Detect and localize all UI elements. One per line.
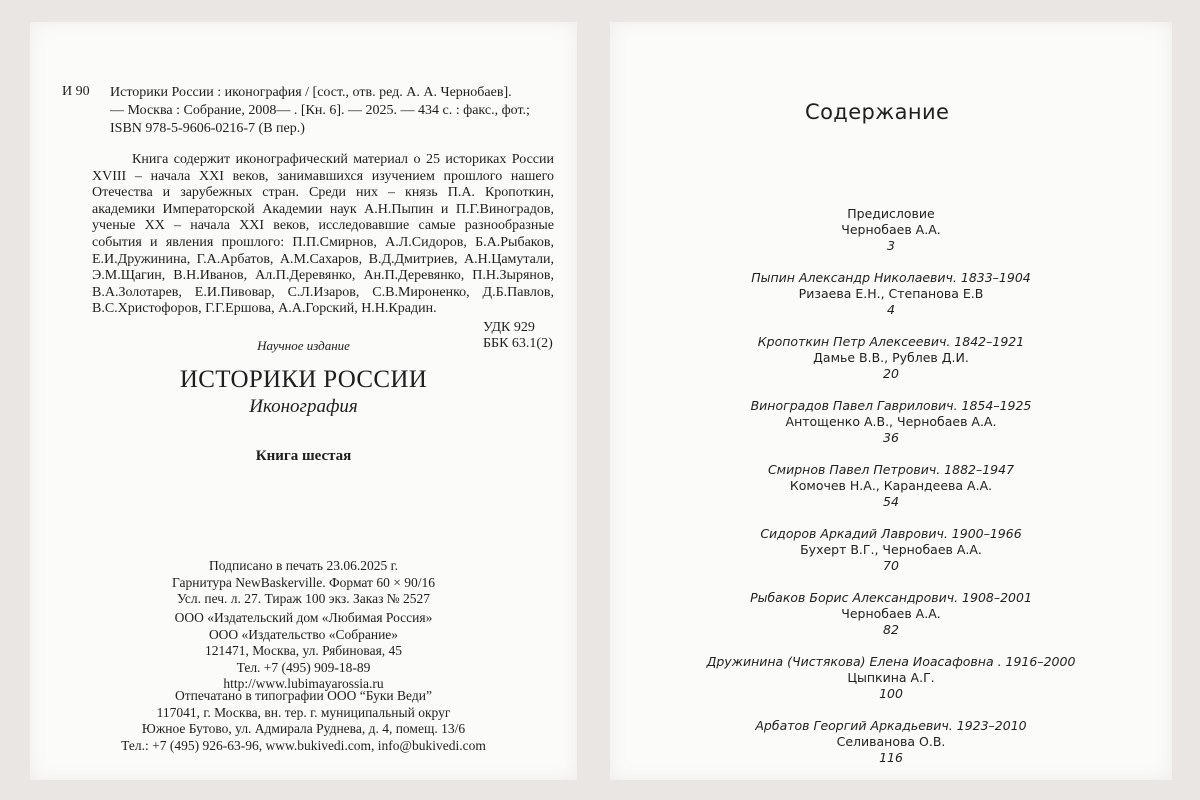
contents-page [610, 22, 1172, 780]
toc-entry-page: 4 [887, 302, 895, 317]
bibliographic-record [110, 84, 555, 138]
toc-entry-authors: Цыпкина А.Г. [847, 670, 935, 685]
toc-entry-authors: Антощенко А.В., Чернобаев А.А. [785, 414, 997, 429]
publisher-line: ООО «Издательство «Собрание» [208, 626, 399, 642]
toc-entry-title: Пыпин Александр Николаевич. 1833–1904 [751, 270, 1031, 285]
bib-line: — Москва : Собрание, 2008— . [Кн. 6]. — 2025. — 434 с. : факс., фот.; [110, 103, 530, 118]
bib-line: Историки России : иконография / [сост., отв. ред. А. А. Чернобаев]. [110, 85, 512, 100]
publisher-line: Тел. +7 (495) 909-18-89 [236, 659, 371, 675]
bibliographic-code: И 90 [62, 84, 90, 99]
toc-entry-page: 20 [883, 366, 899, 381]
toc-entry-authors: Чернобаев А.А. [841, 222, 941, 237]
toc-entry-page: 36 [883, 430, 899, 445]
annotation-text: Книга содержит иконографический материал о 25 историках России XVIII – начала XXI веков, занимавшихся изучением прошлого нашего Отечества и зарубежных стран. Среди них – князь П.А. Кропоткин, академики Императорской Академии наук А.Н.Пыпин и П.Г.Виноградов, ученые XX – начала XXI веков, исследовавшие самые разнообразные события и явления прошлого: П.П.Смирнов, А.Л.Сидоров, Б.А.Рыбаков, Е.И.Дружинина, Г.А.Арбатов, А.М.Сахаров, В.Д.Дмитриев, А.Н.Цамутали, Э.М.Щагин, В.Н.Иванов, Ал.П.Деревянко, Ан.П.Деревянко, П.Н.Зырянов, В.А.Золотарев, Е.И.Пивовар, С.Л.Изаров, С.В.Мироненко, Д.Б.Павлов, В.С.Христофоров, Г.Г.Ершова, А.А.Горский, Н.Н.Крадин. [92, 152, 554, 317]
toc-entry-title: Кропоткин Петр Алексеевич. 1842–1921 [757, 334, 1025, 349]
toc-entry-authors: Комочев Н.А., Карандеева А.А. [789, 478, 993, 493]
udk-code: УДК 929 [483, 320, 535, 335]
toc-title: Содержание [805, 100, 950, 124]
toc-entry-authors: Бухерт В.Г., Чернобаев А.А. [800, 542, 982, 557]
toc-entry-title: Рыбаков Борис Александрович. 1908–2001 [750, 590, 1032, 605]
toc-entry-authors: Ризаева Е.Н., Степанова Е.В [798, 286, 984, 301]
toc-entry-title: Дружинина (Чистякова) Елена Иоасафовна . 1916–2000 [706, 654, 1076, 669]
printer-line: Отпечатано в типографии ООО “Буки Веди” [175, 688, 432, 703]
printer-line: Тел.: +7 (495) 926-63-96, www.bukivedi.com, info@bukivedi.com [121, 737, 486, 753]
printer-line: 117041, г. Москва, вн. тер. г. муниципальный округ [156, 704, 451, 720]
annotation [92, 152, 554, 318]
edition-type: Научное издание [257, 338, 350, 353]
publisher-url: http://www.lubimayarossia.ru [223, 676, 384, 691]
book-volume: Книга шестая [255, 448, 352, 464]
toc-entry-title: Виноградов Павел Гаврилович. 1854–1925 [750, 398, 1032, 413]
toc-entry-authors: Селиванова О.В. [836, 734, 946, 749]
toc-entry-page: 54 [883, 494, 899, 509]
toc-entry-page: 100 [879, 686, 903, 701]
toc-entry-page: 70 [883, 558, 899, 573]
book-title: ИСТОРИКИ РОССИИ [179, 366, 428, 393]
bib-line: ISBN 978-5-9606-0216-7 (В пер.) [110, 121, 305, 136]
toc-entry[interactable] [610, 654, 1172, 718]
toc-entry[interactable] [610, 334, 1172, 398]
print-details [30, 558, 577, 608]
toc-entry[interactable] [610, 526, 1172, 590]
publisher-line: ООО «Издательский дом «Любимая Россия» [174, 610, 433, 625]
book-subtitle: Иконография [249, 396, 358, 417]
toc-entry[interactable] [610, 270, 1172, 334]
print-line: Усл. печ. л. 27. Тираж 100 экз. Заказ № 2527 [176, 591, 431, 606]
toc-entry[interactable] [610, 206, 1172, 270]
print-line: Гарнитура NewBaskerville. Формат 60 × 90/16 [172, 574, 435, 590]
toc-entry[interactable] [610, 398, 1172, 462]
print-line: Подписано в печать 23.06.2025 г. [209, 558, 398, 573]
toc-list [610, 206, 1172, 780]
toc-entry-page: 82 [883, 622, 899, 637]
toc-entry-page: 3 [887, 238, 895, 253]
imprint-page [30, 22, 577, 780]
toc-entry[interactable] [610, 590, 1172, 654]
bbk-code: ББК 63.1(2) [483, 336, 553, 351]
toc-entry[interactable] [610, 718, 1172, 780]
printer-details [30, 688, 577, 754]
toc-entry-title: Сидоров Аркадий Лаврович. 1900–1966 [760, 526, 1022, 541]
publisher-line: 121471, Москва, ул. Рябиновая, 45 [204, 643, 403, 658]
toc-entry-authors: Дамье В.В., Рублев Д.И. [813, 350, 969, 365]
toc-entry-title: Смирнов Павел Петрович. 1882–1947 [767, 462, 1015, 477]
toc-entry-page: 116 [879, 750, 903, 765]
printer-line: Южное Бутово, ул. Адмирала Руднева, д. 4, помещ. 13/6 [141, 721, 466, 736]
publisher-details [30, 610, 577, 693]
toc-entry-title: Арбатов Георгий Аркадьевич. 1923–2010 [755, 718, 1027, 733]
toc-entry[interactable] [610, 462, 1172, 526]
toc-entry-authors: Чернобаев А.А. [841, 606, 941, 621]
toc-entry-title: Предисловие [847, 206, 935, 221]
